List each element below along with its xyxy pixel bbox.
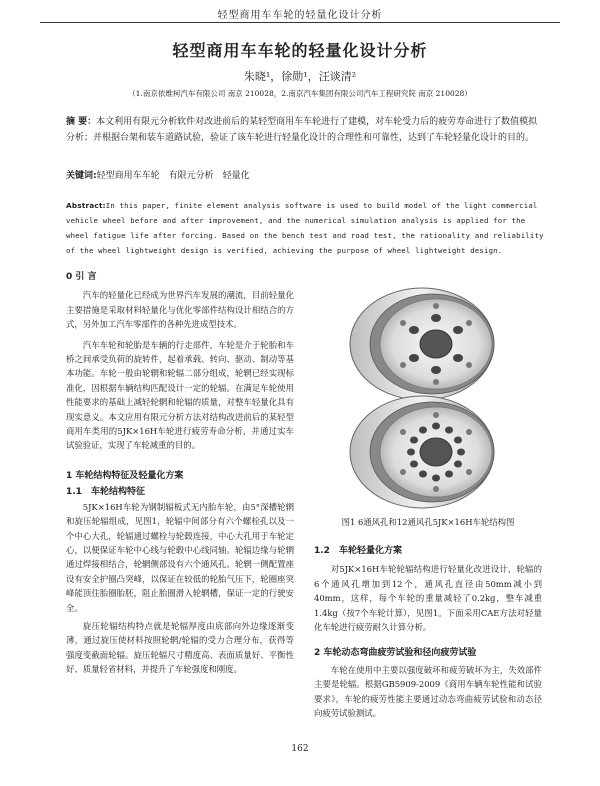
abstract-en bbox=[66, 198, 546, 258]
running-head: 轻型商用车车轮的轻量化设计分析 bbox=[217, 10, 383, 21]
wheel-illustration bbox=[336, 282, 526, 512]
section-1-1-heading: 1.1 车轮结构特征 bbox=[66, 487, 145, 498]
page-number: 162 bbox=[291, 744, 309, 754]
section-2-heading: 2 车轮动态弯曲疲劳试验和径向疲劳试验 bbox=[314, 648, 477, 659]
right-column bbox=[314, 544, 542, 720]
left-column bbox=[66, 270, 294, 677]
keywords-cn bbox=[66, 168, 538, 181]
authors: 朱晓¹，徐勋¹，汪谈清² bbox=[243, 70, 357, 83]
paper-title: 轻型商用车车轮的轻量化设计分析 bbox=[172, 41, 428, 60]
section-1-para-1: 5JK×16H车轮为钢制辐板式无内胎车轮，由5°深槽轮辋和旋压轮辐组成，见图1，轮辐中间部分有六个螺栓孔以及一个中心大孔，轮辐通过螺栓与轮毂连接，中心大孔用于车轮定心，以便保证车轮中心线与轮毂中心线同轴。轮辐边缘与轮辋通过焊接相结合，轮辋侧部设有六个通风孔。轮辋一侧配置座设有安全护圈凸突峰，以保证在较低的轮胎气压下，轮圈座突峰能顶住胎圈胎胚，阻止胎圈滑入轮辋槽，保证一定的行驶安全。 bbox=[66, 501, 294, 613]
abstract-cn bbox=[66, 114, 538, 146]
section-0-heading: 0 引 言 bbox=[66, 272, 97, 282]
abstract-cn-text: 本文利用有限元分析软件对改进前后的某轻型商用车车轮进行了建模，对车轮受力后的疲劳寿命进行了数值模拟分析；并根据台架和装车道路试验，验证了该车轮进行轻量化设计的合理性和可靠性，达到了车轮轻量化设计的目的。 bbox=[66, 117, 538, 143]
section-0-para-2: 汽车车轮和轮胎是车辆的行走部件，车轮是介于轮胎和车桥之间承受负荷的旋转件，起着承载、转向、驱动、制动等基本功能。车轮一般由轮辋和轮辐二部分组成，轮辋已经实现标准化，因根据车辆结构匹配设计一定的轮辐。在满足车轮使用性能要求的基础上减轻轮辋和轮辐的质量，对整车轻量化具有现实意义。本文应用有限元分析方法对结构改进前后的某轻型商用车类用的5JK×16H车轮进行疲劳寿命分析，并通过实车试验验证，实现了车轮减重的目的。 bbox=[66, 339, 294, 451]
wheel-figure bbox=[336, 282, 526, 512]
wheel-upper bbox=[350, 288, 494, 400]
keywords-label: 关键词: bbox=[66, 171, 97, 181]
keywords-text: 轻型商用车车轮 有限元分析 轻量化 bbox=[96, 171, 250, 181]
header-rule bbox=[40, 22, 560, 23]
section-1-para-3: 对5JK×16H车轮轮辐结构进行轻量化改进设计，轮辐的6个通风孔增加到12个，通风孔直径由50mm减小到40mm，这样，每个车轮的重量减轻了0.2kg，整车减重1.4kg（按7个车轮计算），见图1。下面采用CAE方法对轻量化车轮进行疲劳耐久计算分析。 bbox=[314, 564, 542, 633]
abstract-cn-label: 摘 要： bbox=[66, 117, 97, 127]
section-1-para-2: 旋压轮辐结构特点就是轮辐厚度由底部向外边缘逐渐变薄，通过旋压使材料按照轮辋/轮辐的受力合理分布，获得等强度变截面轮辐。旋压轮辐尺寸精度高、表面质量好、平衡性好、质量轻省材料，并提升了车轮强度和刚度。 bbox=[66, 620, 294, 675]
affiliation: （1.南京依维柯汽车有限公司 南京 210028，2.南京汽车集团有限公司汽车工程研究院 南京 210028） bbox=[128, 89, 472, 98]
section-1-2-heading: 1.2 车轮轻量化方案 bbox=[314, 546, 402, 556]
abstract-en-text: In this paper, finite element analysis software is used to build model of the light commercial vehicle wheel before and after improvement, and the numerical simulation analysis is applied for the wheel fatigue life after forcing. Based on the bench test and road test, the rationality and reliability of the wheel lightweight design is verified, achieving the purpose of wheel lightweight design. bbox=[66, 201, 544, 255]
section-0-para-1: 汽车的轻量化已经成为世界汽车发展的潮流，目前轻量化主要措施是采取材料轻量化与优化零部件结构设计相结合的方式，另外加工汽车零部件的各种先进成型技术。 bbox=[66, 290, 294, 330]
wheel-lower bbox=[350, 396, 494, 508]
section-1-heading: 1 车轮结构特征及轻量化方案 bbox=[66, 470, 184, 481]
abstract-en-label: Abstract: bbox=[66, 201, 106, 210]
section-2-para-1: 车轮在使用中主要以强度破坏和疲劳破坏为主，失效部件主要是轮辐。根据GB5909-2009《商用车辆车轮性能和试验要求》，车轮的疲劳性能主要通过动态弯曲疲劳试验和动态径向疲劳试验测试。 bbox=[314, 664, 542, 719]
figure-caption: 图1 6通风孔和12通风孔5JK×16H车轮结构图 bbox=[341, 517, 515, 527]
